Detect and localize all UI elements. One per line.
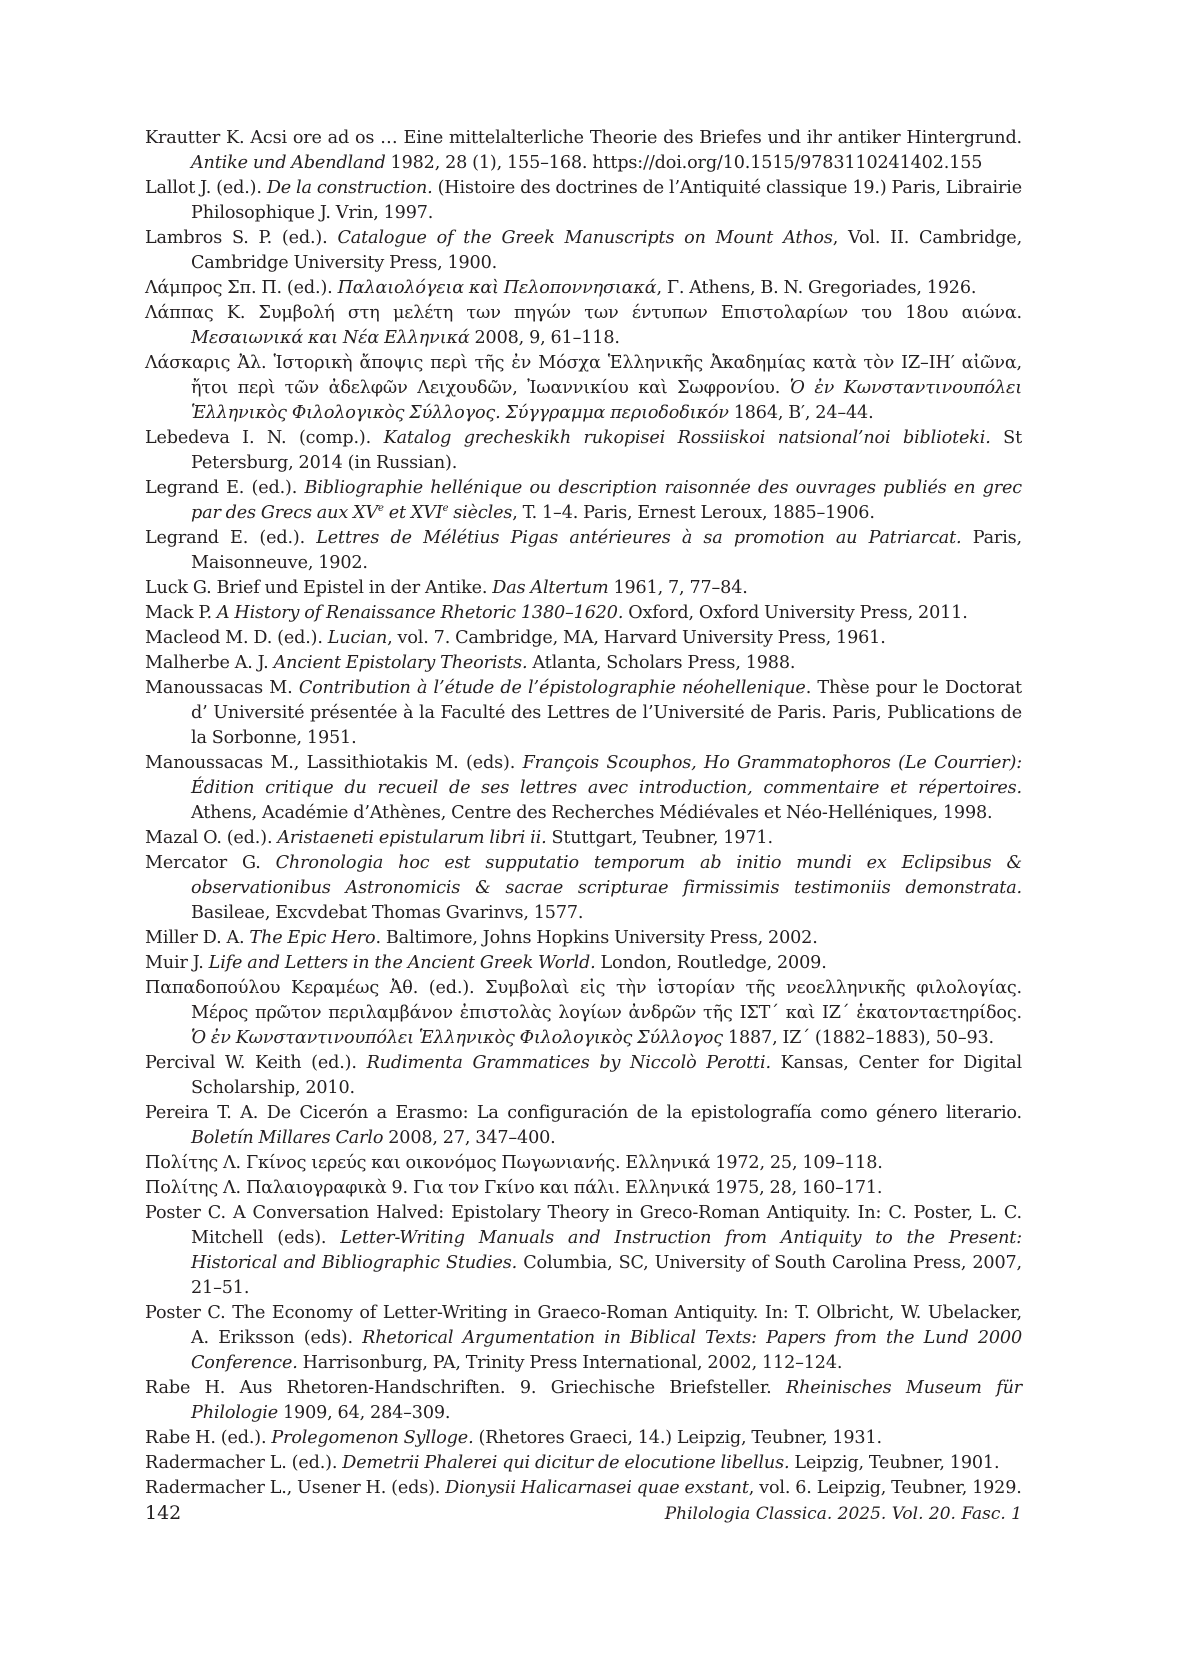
reference-italic-text: Chronologia hoc est supputatio temporum ab initio mundi ex Eclipsibus & observationibus Astronomicis & sacrae scripturae firmissimis testimoniis demonstrata. — [191, 853, 1022, 898]
reference-text: Lebedeva I. N. (comp.). — [145, 428, 384, 448]
reference-entry — [145, 1476, 1022, 1501]
reference-italic-text: Παλαιολόγεια καὶ Πελοποννησιακά — [337, 278, 657, 298]
reference-text: Mazal O. (ed.). — [145, 828, 278, 848]
reference-text: London, Routledge, 2009. — [595, 953, 827, 973]
reference-text: Kansas, Center for Digital Scholarship, 2010. — [191, 1053, 1022, 1098]
reference-entry — [145, 951, 1022, 976]
reference-entry — [145, 301, 1022, 351]
reference-text: Athens, Académie d’Athènes, Centre des Recherches Médiévales et Néo-Helléniques, 1998. — [191, 803, 993, 823]
reference-text: Legrand E. (ed.). — [145, 478, 305, 498]
reference-text: 1909, 64, 284–309. — [278, 1403, 451, 1423]
reference-text: Malherbe A. J. — [145, 653, 274, 673]
reference-text: Oxford, Oxford University Press, 2011. — [623, 603, 968, 623]
reference-italic-text: siècles — [448, 503, 513, 523]
reference-italic-text: Antike und Abendland — [191, 153, 386, 173]
reference-text: Πολίτης Λ. Παλαιογραφικὰ 9. Για τον Γκίνο και πάλι. Ελληνικά 1975, 28, 160–171. — [145, 1178, 883, 1198]
reference-entry — [145, 276, 1022, 301]
reference-italic-text: Catalogue of the Greek Manuscripts on Mount Athos — [337, 228, 833, 248]
reference-text: Λάσκαρις Ἀλ. Ἱστορικὴ ἄποψις περὶ τῆς ἐν Μόσχα Ἑλληνικῆς Ἀκαδημίας κατὰ τὸν ΙΖ–ΙΗ′ αἰῶνα, ἤτοι περὶ τῶν ἀδελφῶν Λειχουδῶν, Ἰωαννικίου καὶ Σωφρονίου. — [145, 353, 1022, 398]
reference-text: Manoussacas M. — [145, 678, 299, 698]
reference-text: Lallot J. (ed.). — [145, 178, 267, 198]
reference-text: Paris, Maisonneuve, 1902. — [191, 528, 1022, 573]
reference-entry — [145, 526, 1022, 576]
reference-entry — [145, 1301, 1022, 1376]
reference-text: , T. 1–4. Paris, Ernest Leroux, 1885–1906. — [512, 503, 875, 523]
reference-entry — [145, 676, 1022, 751]
reference-text: Percival W. Keith (ed.). — [145, 1053, 367, 1073]
reference-entry — [145, 1101, 1022, 1151]
reference-entry — [145, 1451, 1022, 1476]
reference-text: Macleod M. D. (ed.). — [145, 628, 328, 648]
reference-entry — [145, 351, 1022, 426]
reference-italic-text: Bibliographie hellénique ou description raisonnée des ouvrages publiés en grec par des Grecs aux XV — [191, 478, 1023, 523]
reference-text: , vol. 7. Cambridge, MA, Harvard University Press, 1961. — [387, 628, 886, 648]
reference-text: . Thèse pour le Doctorat d’ Université présentée à la Faculté des Lettres de l’Université de Paris. Paris, Publications de la Sorbonne, 1951. — [191, 678, 1022, 748]
reference-text: , Γ. Athens, B. N. Gregoriades, 1926. — [656, 278, 977, 298]
reference-entry — [145, 476, 1022, 526]
reference-entry — [145, 176, 1022, 226]
reference-text: Poster C. A Conversation Halved: Epistolary Theory in Greco-Roman Antiquity. In: C. Poster, L. C. Mitchell (eds). — [145, 1203, 1022, 1248]
reference-text: Harrisonburg, PA, Trinity Press International, 2002, 112–124. — [297, 1353, 843, 1373]
reference-italic-text: Contribution à l’étude de l’épistolographie néohellenique — [298, 678, 806, 698]
reference-text: Muir J. — [145, 953, 209, 973]
reference-text: Atlanta, Scholars Press, 1988. — [527, 653, 796, 673]
reference-text: Leipzig, Teubner, 1901. — [789, 1453, 1000, 1473]
reference-text: Πολίτης Λ. Γκίνος ιερεύς και οικονόμος Πωγωνιανής. Ελληνικά 1972, 25, 109–118. — [145, 1153, 883, 1173]
reference-text: (Rhetores Graeci, 14.) Leipzig, Teubner, 1931. — [473, 1428, 882, 1448]
reference-text: Mercator G. — [145, 853, 276, 873]
reference-text: 1864, Β′, 24–44. — [728, 403, 874, 423]
reference-entry — [145, 826, 1022, 851]
reference-italic-text: Dionysii Halicarnasei quae exstant — [445, 1478, 749, 1498]
reference-entry — [145, 426, 1022, 476]
reference-text: Legrand E. (ed.). — [145, 528, 317, 548]
reference-entry — [145, 1176, 1022, 1201]
reference-italic-text: De la construction. — [266, 178, 433, 198]
reference-italic-text: e — [442, 503, 449, 515]
reference-italic-text: Rudimenta Grammatices by Niccolò Perotti. — [366, 1053, 771, 1073]
reference-text: Pereira T. A. De Cicerón a Erasmo: La configuración de la epistolografía como género literario. — [145, 1103, 1022, 1123]
reference-entry — [145, 126, 1022, 176]
reference-text: Λάππας Κ. Συμβολή στη μελέτη των πηγών των έντυπων Επιστολαρίων του 18ου αιώνα. — [145, 303, 1022, 323]
reference-text: Lambros S. P. (ed.). — [145, 228, 338, 248]
reference-text: Radermacher L., Usener H. (eds). — [145, 1478, 446, 1498]
reference-italic-text: et XVI — [383, 503, 443, 523]
reference-text: Stuttgart, Teubner, 1971. — [546, 828, 773, 848]
reference-italic-text: Aristaeneti epistularum libri ii. — [277, 828, 547, 848]
reference-entry — [145, 651, 1022, 676]
reference-text: Luck G. Brief und Epistel in der Antike. — [145, 578, 493, 598]
reference-text: Λάμπρος Σπ. Π. (ed.). — [145, 278, 338, 298]
reference-entry — [145, 1376, 1022, 1426]
reference-italic-text: Ancient Epistolary Theorists. — [273, 653, 528, 673]
reference-entry — [145, 1151, 1022, 1176]
reference-entry — [145, 226, 1022, 276]
reference-italic-text: Rhetorical Argumentation in Biblical Texts: Papers from the Lund 2000 Conference. — [191, 1328, 1023, 1373]
reference-entry — [145, 1201, 1022, 1301]
reference-italic-text: e — [377, 503, 384, 515]
reference-entry — [145, 926, 1022, 951]
reference-list — [145, 126, 1022, 1501]
reference-text: 1887, ΙΖ΄ (1882–1883), 50–93. — [722, 1028, 994, 1048]
reference-text: Krautter K. Acsi ore ad os … Eine mittelalterliche Theorie des Briefes und ihr antiker Hintergrund. — [145, 128, 1022, 148]
reference-text: 2008, 9, 61–118. — [469, 328, 620, 348]
reference-italic-text: Das Altertum — [492, 578, 609, 598]
reference-text: Miller D. A. — [145, 928, 250, 948]
reference-italic-text: A History of Renaissance Rhetoric 1380–1620. — [216, 603, 624, 623]
reference-italic-text: Ὁ ἐν Κωνσταντινουπόλει Ἑλληνικὸς Φιλολογικὸς Σύλλογος — [191, 1028, 723, 1048]
reference-text: Manoussacas M., Lassithiotakis M. (eds). — [145, 753, 523, 773]
page-footer — [145, 1502, 1022, 1532]
reference-text: Basileae, Excvdebat Thomas Gvarinvs, 1577. — [191, 903, 584, 923]
reference-italic-text: Boletín Millares Carlo — [191, 1128, 384, 1148]
reference-italic-text: Lettres de Mélétius Pigas antérieures à sa promotion au Patriarcat. — [316, 528, 962, 548]
reference-entry — [145, 1051, 1022, 1101]
reference-entry — [145, 976, 1022, 1051]
reference-text: 2008, 27, 347–400. — [383, 1128, 556, 1148]
reference-italic-text: Life and Letters in the Ancient Greek World. — [208, 953, 596, 973]
reference-italic-text: Lucian — [327, 628, 388, 648]
reference-italic-text: Rheinisches Museum für Philologie — [191, 1378, 1023, 1423]
reference-italic-text: Prolegomenon Sylloge. — [271, 1428, 474, 1448]
reference-text: , Vol. II. Cambridge, Cambridge University Press, 1900. — [191, 228, 1023, 273]
reference-italic-text: Letter-Writing Manuals and Instruction from Antiquity to the Present: Historical and Bibliographic Studies. — [191, 1228, 1023, 1273]
reference-italic-text: Katalog grecheskikh rukopisei Rossiiskoi natsional’noi biblioteki. — [383, 428, 991, 448]
reference-text: , vol. 6. Leipzig, Teubner, 1929. — [748, 1478, 1022, 1498]
reference-entry — [145, 851, 1022, 926]
reference-italic-text: The Epic Hero — [249, 928, 376, 948]
reference-text: . Baltimore, Johns Hopkins University Press, 2002. — [375, 928, 818, 948]
reference-text: (Histoire des doctrines de l’Antiquité classique 19.) Paris, Librairie Philosophique J. Vrin, 1997. — [191, 178, 1023, 223]
page-number: 142 — [145, 1502, 182, 1524]
reference-italic-text: François Scouphos, Ho Grammatophoros (Le Courrier): Édition critique du recueil de ses lettres avec introduction, commentaire et répertoires. — [191, 753, 1022, 798]
reference-entry — [145, 751, 1022, 826]
journal-running-footer: Philologia Classica. 2025. Vol. 20. Fasc. 1 — [664, 1504, 1022, 1524]
reference-text: 1982, 28 (1), 155–168. https://doi.org/10.1515/9783110241402.155 — [385, 153, 983, 173]
reference-italic-text: Ὁ ἐν Κωνσταντινουπόλει Ἑλληνικὸς Φιλολογικὸς Σύλλογος. Σύγγραμμα περιοδοδικόν — [191, 378, 1022, 423]
reference-italic-text: Demetrii Phalerei qui dicitur de elocutione libellus. — [342, 1453, 790, 1473]
reference-text: Rabe H. Aus Rhetoren-Handschriften. 9. Griechische Briefsteller. — [145, 1378, 786, 1398]
reference-text: Rabe H. (ed.). — [145, 1428, 272, 1448]
reference-entry — [145, 576, 1022, 601]
reference-text: 1961, 7, 77–84. — [608, 578, 748, 598]
reference-entry — [145, 1426, 1022, 1451]
reference-text: St Petersburg, 2014 (in Russian). — [191, 428, 1023, 473]
reference-text: Radermacher L. (ed.). — [145, 1453, 343, 1473]
reference-text: Columbia, SC, University of South Carolina Press, 2007, 21–51. — [191, 1253, 1022, 1298]
reference-text: Poster C. The Economy of Letter-Writing in Graeco-Roman Antiquity. In: T. Olbricht, W. Ubelacker, A. Eriksson (eds). — [145, 1303, 1022, 1348]
reference-text: Mack P. — [145, 603, 217, 623]
reference-entry — [145, 626, 1022, 651]
reference-entry — [145, 601, 1022, 626]
reference-text: Παπαδοπούλου Κεραμέως Ἀθ. (ed.). Συμβολαὶ εἰς τὴν ἱστορίαν τῆς νεοελληνικῆς φιλολογίας. Μέρος πρῶτον περιλαμβάνον ἐπιστολὰς λογίων ἀνδρῶν τῆς ΙΣΤ΄ καὶ ΙΖ΄ ἑκατονταετηρίδος. — [145, 978, 1022, 1023]
reference-italic-text: Μεσαιωνικά και Νέα Ελληνικά — [191, 328, 470, 348]
